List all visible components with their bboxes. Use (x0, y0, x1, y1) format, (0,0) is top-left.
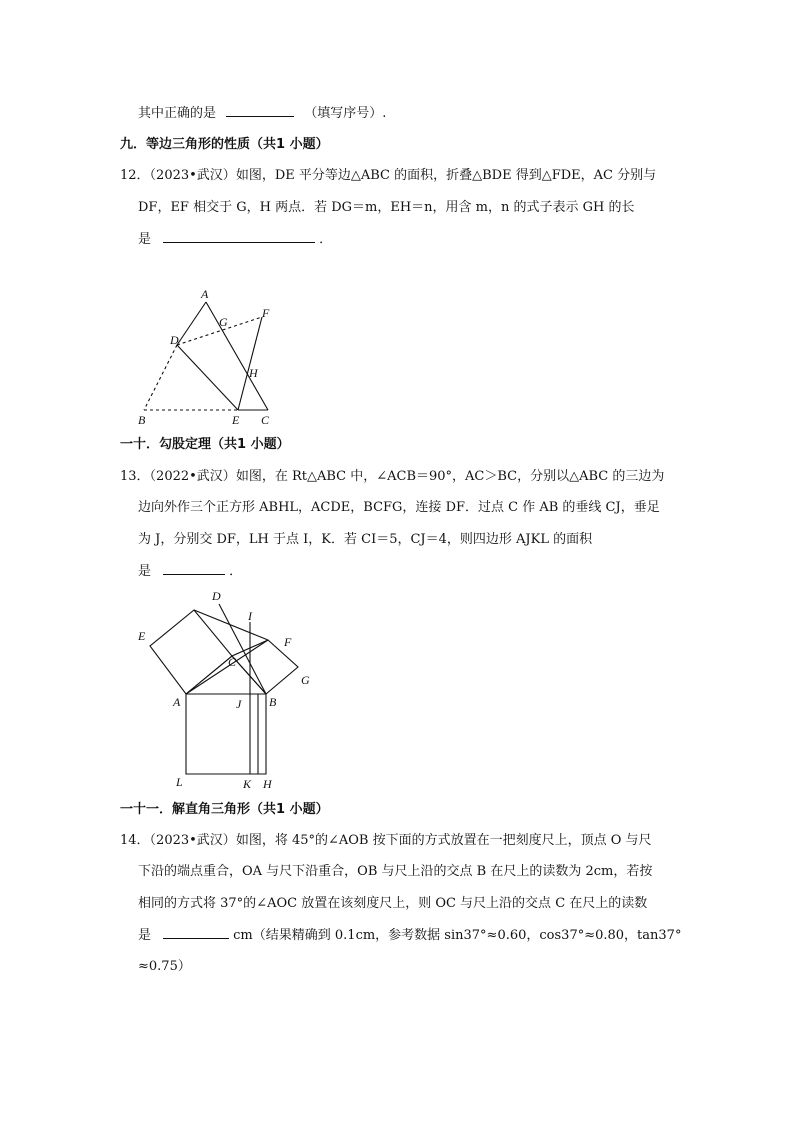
q14-text-1: 如图，将 45°的∠AOB 按下面的方式放置在一把刻度尺上，顶点 O 与尺 (235, 833, 652, 848)
q14-line-1 (120, 832, 652, 850)
q12-label-c: C (261, 413, 270, 427)
q12-source: （2023•武汉） (149, 168, 236, 183)
section-title-9: 九．等边三角形的性质（共1 小题） (120, 137, 329, 152)
q13-label-e: E (138, 629, 146, 643)
q13-label-j: J (236, 697, 242, 711)
section-title-10: 一十．勾股定理（共1 小题） (120, 437, 290, 452)
q12-text-3: 是 (138, 232, 152, 247)
q13-label-g: G (301, 673, 310, 687)
prev-answer-suffix: （填写序号）. (304, 106, 387, 121)
q13-label-c: C (228, 655, 237, 669)
q13-segment-df (194, 610, 268, 640)
q13-text-4: 是 (138, 564, 152, 579)
q12-text-1: 如图，DE 平分等边△ABC 的面积，折叠△BDE 得到△FDE，AC 分别与 (235, 168, 657, 183)
q14-answer-blank[interactable] (163, 926, 229, 939)
q13-label-k: K (243, 777, 252, 791)
q14-text-4: 是 (138, 928, 152, 943)
q13-label-d: D (212, 589, 221, 603)
q12-label-b: B (138, 413, 146, 427)
section-title-11: 一十一．解直角三角形（共1 小题） (120, 802, 329, 817)
q13-label-a: A (173, 695, 181, 709)
q14-line-2: 下沿的端点重合，OA 与尺下沿重合，OB 与尺上沿的交点 B 在尺上的读数为 2cm，若按 (138, 864, 653, 879)
q13-line-3: 为 J，分别交 DF，LH 于点 I，K．若 CI＝5，CJ＝4，则四边形 AJKL 的面积 (138, 532, 593, 547)
q13-square-acde (150, 610, 232, 694)
q12-label-a: A (201, 287, 209, 301)
q13-segment-ac (186, 656, 232, 694)
q12-label-f: F (262, 306, 270, 320)
q14-line-3: 相同的方式将 37°的∠AOC 放置在该刻度尺上，则 OC 与尺上沿的交点 C 在尺上的读数 (138, 896, 648, 911)
q13-label-l: L (176, 775, 183, 789)
q12-label-g: G (219, 315, 228, 329)
q12-line-2: DF，EF 相交于 G，H 两点．若 DG＝m，EH＝n，用含 m，n 的式子表示 GH 的长 (138, 200, 635, 215)
q13-label-i: I (248, 609, 252, 623)
prev-answer-text: 其中正确的是 (138, 106, 217, 121)
q13-text-1: 如图，在 Rt△ABC 中，∠ACB＝90°，AC＞BC，分别以△ABC 的三边为 (235, 469, 665, 484)
q13-text-4-end: ． (229, 564, 243, 579)
q14-line-4 (138, 926, 681, 945)
q13-label-b: B (269, 695, 277, 709)
q12-number: 12． (120, 168, 150, 183)
q13-label-h: H (263, 777, 272, 791)
q14-text-4-end: cm（结果精确到 0.1cm，参考数据 sin37°≈0.60，cos37°≈0.80，tan37° (233, 928, 682, 943)
q13-square-abhl (186, 694, 266, 774)
q12-text-3-end: ． (319, 232, 333, 247)
q13-source: （2022•武汉） (149, 469, 236, 484)
q13-line-2: 边向外作三个正方形 ABHL，ACDE，BCFG，连接 DF．过点 C 作 AB 的垂线 CJ，垂足 (138, 500, 660, 515)
q14-line-5: ≈0.75） (138, 959, 191, 974)
q13-number: 13． (120, 469, 150, 484)
q12-label-e: E (232, 413, 240, 427)
q14-number: 14． (120, 833, 150, 848)
q12-label-d: D (170, 333, 179, 347)
q14-source: （2023•武汉） (149, 833, 236, 848)
q12-label-h: H (249, 366, 258, 380)
q13-segment-af (186, 640, 268, 694)
q13-label-f: F (284, 635, 292, 649)
